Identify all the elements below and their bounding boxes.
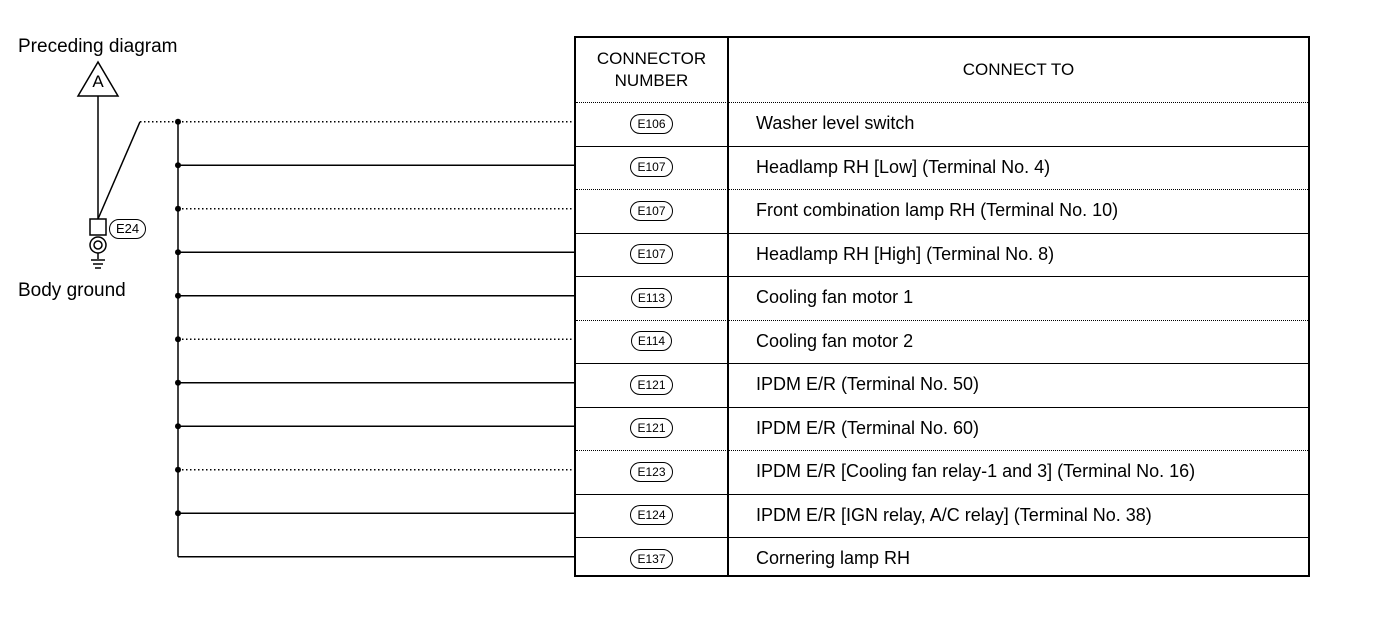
connector-badge: E106 <box>630 114 672 134</box>
connector-cell <box>576 189 727 233</box>
connect-to-text: Cooling fan motor 2 <box>756 330 914 351</box>
preceding-diagram-label: Preceding diagram <box>18 36 178 57</box>
connect-to-text: Headlamp RH [Low] (Terminal No. 4) <box>756 156 1051 177</box>
splice-dot <box>175 423 181 429</box>
table-row <box>576 320 1308 364</box>
connector-badge: E124 <box>630 505 672 525</box>
table-row <box>576 146 1308 190</box>
table-row <box>576 494 1308 538</box>
header-connector-number-text: CONNECTOR NUMBER <box>596 49 707 90</box>
connector-badge: E121 <box>630 418 672 438</box>
splice-dot <box>175 249 181 255</box>
connector-badge: E107 <box>630 201 672 221</box>
harness-lines <box>175 119 574 557</box>
connect-to-text: IPDM E/R [Cooling fan relay-1 and 3] (Terminal No. 16) <box>756 461 1196 482</box>
connect-to-text: IPDM E/R (Terminal No. 60) <box>756 417 980 438</box>
ground-inner-circle <box>94 241 102 249</box>
splice-dot <box>175 336 181 342</box>
connect-to-text: Front combination lamp RH (Terminal No. 10) <box>756 200 1119 221</box>
connector-badge: E123 <box>630 462 672 482</box>
body-ground-label: Body ground <box>18 280 126 301</box>
table-row <box>576 276 1308 320</box>
connector-cell <box>576 320 727 364</box>
ground-connector-badge: E24 <box>109 219 146 239</box>
table-row <box>576 363 1308 407</box>
connector-cell <box>576 102 727 146</box>
preceding-ref-letter: A <box>92 72 104 91</box>
splice-dot <box>175 206 181 212</box>
connector-cell <box>576 537 727 581</box>
table-row <box>576 537 1308 581</box>
connector-badge: E107 <box>630 157 672 177</box>
table-row <box>576 407 1308 451</box>
connector-badge: E107 <box>630 244 672 264</box>
splice-dot <box>175 467 181 473</box>
connect-to-text: IPDM E/R [IGN relay, A/C relay] (Terminal No. 38) <box>756 504 1152 525</box>
ground-outer-circle <box>90 237 106 253</box>
table-row <box>576 102 1308 146</box>
splice-dot <box>175 162 181 168</box>
connector-cell <box>576 407 727 451</box>
connector-cell <box>576 276 727 320</box>
header-connector-number <box>576 38 727 102</box>
splice-dot <box>175 380 181 386</box>
connector-table <box>574 36 1310 577</box>
connector-cell <box>576 233 727 277</box>
connector-badge: E121 <box>630 375 672 395</box>
table-row <box>576 450 1308 494</box>
splice-dot <box>175 119 181 125</box>
connector-badge: E113 <box>631 288 672 308</box>
splice-dot <box>175 510 181 516</box>
connector-cell <box>576 494 727 538</box>
connector-badge: E137 <box>630 549 672 569</box>
table-row <box>576 233 1308 277</box>
ground-slant-line <box>98 122 140 219</box>
connector-badge: E114 <box>631 331 672 351</box>
connect-to-text: IPDM E/R (Terminal No. 50) <box>756 374 980 395</box>
connect-to-text: Cooling fan motor 1 <box>756 287 914 308</box>
connect-to-text: Washer level switch <box>756 113 915 134</box>
connector-cell <box>576 146 727 190</box>
connector-cell <box>576 363 727 407</box>
ground-connector-box <box>90 219 106 235</box>
connect-to-text: Headlamp RH [High] (Terminal No. 8) <box>756 243 1055 264</box>
table-row <box>576 189 1308 233</box>
header-connect-to: CONNECT TO <box>962 60 1075 79</box>
splice-dot <box>175 293 181 299</box>
connector-cell <box>576 450 727 494</box>
connect-to-text: Cornering lamp RH <box>756 548 911 569</box>
